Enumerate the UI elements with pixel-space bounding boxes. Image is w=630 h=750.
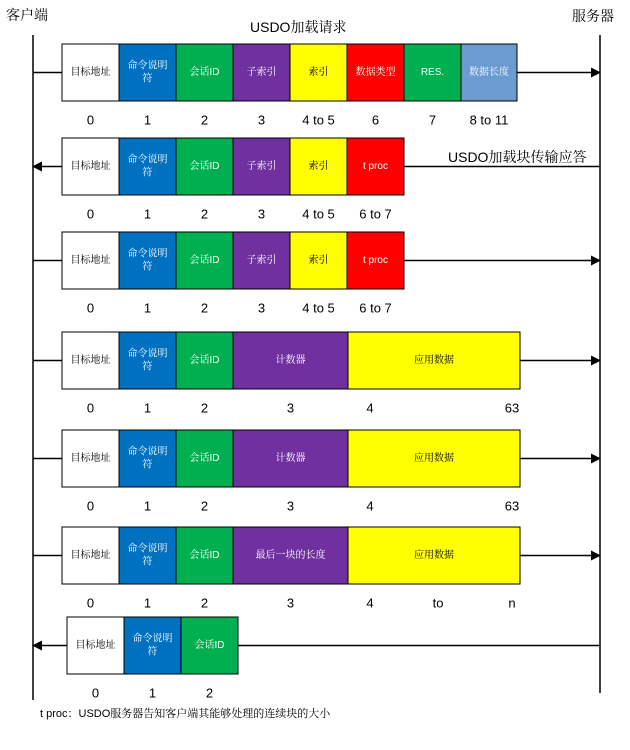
byte-index: 4 to 5 bbox=[302, 206, 335, 222]
frame-0 bbox=[33, 44, 600, 128]
field-label: 目标地址 bbox=[75, 640, 116, 651]
byte-index-end: 63 bbox=[504, 400, 520, 416]
byte-index: 3 bbox=[257, 206, 266, 222]
byte-index: 1 bbox=[148, 685, 157, 701]
field-label: t proc bbox=[362, 161, 389, 172]
byte-index: 1 bbox=[143, 498, 152, 514]
field-label: 目标地址 bbox=[70, 550, 111, 561]
field-label: 索引 bbox=[308, 161, 329, 172]
byte-index: 2 bbox=[200, 300, 209, 316]
field-label: 子索引 bbox=[246, 67, 277, 78]
field-label: 最后一块的长度 bbox=[255, 550, 326, 561]
response-title: USDO加载块传输应答 bbox=[448, 149, 587, 165]
footnote: t proc：USDO服务器告知客户端其能够处理的连续块的大小 bbox=[40, 708, 331, 720]
field-label: 命令说明 bbox=[127, 543, 168, 555]
byte-index-mid: to bbox=[432, 595, 444, 611]
byte-index: 4 to 5 bbox=[302, 112, 335, 128]
byte-index: 6 to 7 bbox=[359, 206, 392, 222]
field-label: 子索引 bbox=[246, 161, 277, 172]
field-label: 目标地址 bbox=[70, 67, 111, 78]
byte-index: 2 bbox=[200, 498, 209, 514]
field-label: 会话ID bbox=[189, 355, 220, 366]
field-label: 会话ID bbox=[189, 255, 220, 266]
field-label: 会话ID bbox=[189, 161, 220, 172]
byte-index-end: 63 bbox=[504, 498, 520, 514]
byte-index: 6 to 7 bbox=[359, 300, 392, 316]
field-label: 应用数据 bbox=[414, 453, 454, 464]
field-cell bbox=[119, 527, 176, 584]
field-label: 目标地址 bbox=[70, 161, 111, 172]
field-label: 应用数据 bbox=[414, 355, 454, 366]
byte-index: 3 bbox=[286, 498, 295, 514]
field-cell bbox=[119, 332, 176, 389]
byte-index: 2 bbox=[200, 206, 209, 222]
field-label: 数据长度 bbox=[469, 67, 509, 78]
byte-index: 4 to 5 bbox=[302, 300, 335, 316]
field-label: 符 bbox=[142, 73, 153, 85]
field-label: 目标地址 bbox=[70, 255, 111, 266]
byte-index: 2 bbox=[200, 595, 209, 611]
field-cell bbox=[124, 617, 181, 674]
server-label: 服务器 bbox=[572, 8, 614, 24]
field-label: 符 bbox=[142, 261, 153, 273]
frame-4 bbox=[33, 430, 600, 514]
byte-index: 0 bbox=[86, 595, 95, 611]
field-label: 会话ID bbox=[189, 453, 220, 464]
field-label: t proc bbox=[362, 255, 389, 266]
field-label: 应用数据 bbox=[414, 550, 454, 561]
field-label: RES. bbox=[420, 67, 445, 78]
frame-5 bbox=[33, 527, 600, 611]
field-label: 命令说明 bbox=[127, 154, 168, 166]
byte-index-end: n bbox=[508, 595, 516, 611]
byte-index: 4 bbox=[366, 400, 374, 416]
frame-3 bbox=[33, 332, 600, 416]
field-label: 索引 bbox=[308, 255, 329, 266]
byte-index: 0 bbox=[86, 112, 95, 128]
byte-index: 1 bbox=[143, 595, 152, 611]
field-label: 索引 bbox=[308, 67, 329, 78]
byte-index: 8 to 11 bbox=[469, 112, 509, 128]
field-label: 目标地址 bbox=[70, 453, 111, 464]
byte-index: 2 bbox=[205, 685, 214, 701]
byte-index: 3 bbox=[286, 595, 295, 611]
field-cell bbox=[119, 430, 176, 487]
field-cell bbox=[119, 138, 176, 195]
field-label: 会话ID bbox=[189, 67, 220, 78]
field-label: 目标地址 bbox=[70, 355, 111, 366]
field-label: 命令说明 bbox=[132, 633, 173, 645]
field-label: 命令说明 bbox=[127, 60, 168, 72]
field-label: 子索引 bbox=[246, 255, 277, 266]
byte-index: 7 bbox=[428, 112, 437, 128]
byte-index: 4 bbox=[366, 595, 374, 611]
frame-6 bbox=[33, 617, 600, 701]
field-label: 会话ID bbox=[189, 550, 220, 561]
frames-layer bbox=[33, 44, 600, 701]
byte-index: 0 bbox=[86, 300, 95, 316]
field-label: 计数器 bbox=[275, 453, 306, 464]
field-label: 符 bbox=[142, 167, 153, 179]
byte-index: 0 bbox=[86, 400, 95, 416]
byte-index: 3 bbox=[286, 400, 295, 416]
field-label: 符 bbox=[147, 646, 158, 658]
request-title: USDO加载请求 bbox=[250, 19, 347, 35]
byte-index: 1 bbox=[143, 400, 152, 416]
field-label: 会话ID bbox=[194, 640, 225, 651]
field-label: 命令说明 bbox=[127, 446, 168, 458]
byte-index: 1 bbox=[143, 300, 152, 316]
byte-index: 4 bbox=[366, 498, 374, 514]
byte-index: 2 bbox=[200, 112, 209, 128]
field-label: 命令说明 bbox=[127, 348, 168, 360]
byte-index: 0 bbox=[86, 206, 95, 222]
byte-index: 0 bbox=[91, 685, 100, 701]
byte-index: 1 bbox=[143, 206, 152, 222]
field-cell bbox=[119, 44, 176, 101]
client-label: 客户端 bbox=[6, 7, 48, 23]
field-cell bbox=[119, 232, 176, 289]
field-label: 计数器 bbox=[275, 355, 306, 366]
frame-2 bbox=[33, 232, 600, 316]
byte-index: 3 bbox=[257, 112, 266, 128]
byte-index: 2 bbox=[200, 400, 209, 416]
field-label: 符 bbox=[142, 556, 153, 568]
byte-index: 0 bbox=[86, 498, 95, 514]
field-label: 数据类型 bbox=[355, 67, 396, 78]
field-label: 符 bbox=[142, 459, 153, 471]
byte-index: 6 bbox=[371, 112, 380, 128]
field-label: 命令说明 bbox=[127, 248, 168, 260]
field-label: 符 bbox=[142, 361, 153, 373]
byte-index: 3 bbox=[257, 300, 266, 316]
byte-index: 1 bbox=[143, 112, 152, 128]
